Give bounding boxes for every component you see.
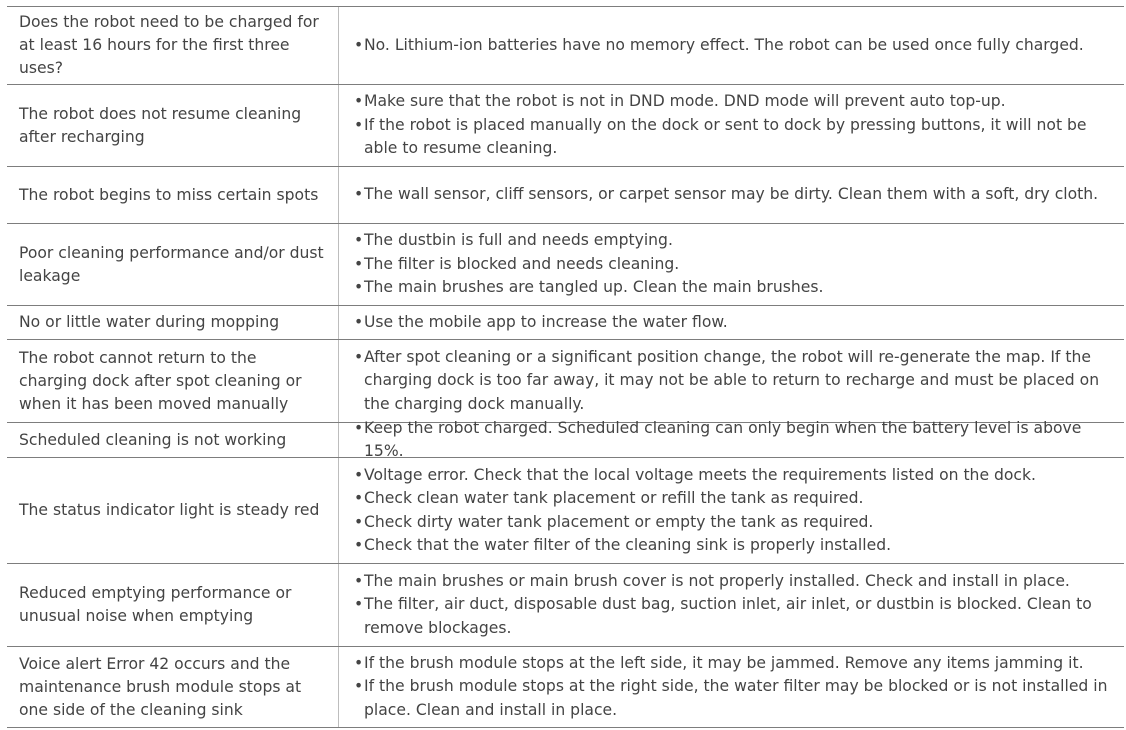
problem-text: The robot begins to miss certain spots <box>19 185 319 204</box>
solution-item <box>354 417 1116 464</box>
table-row <box>7 457 1124 563</box>
solution-item <box>354 511 1116 535</box>
solution-item <box>354 464 1116 488</box>
solution-text: The main brushes are tangled up. Clean the main brushes. <box>364 278 824 297</box>
problem-cell <box>7 167 339 223</box>
bullet-icon: • <box>354 278 364 297</box>
solution-item <box>354 570 1116 594</box>
problem-text: Scheduled cleaning is not working <box>19 430 287 449</box>
problem-text: Voice alert Error 42 occurs and the maintenance brush module stops at one side of the cleaning sink <box>19 654 302 719</box>
problem-cell <box>7 224 339 305</box>
solution-cell <box>339 458 1124 563</box>
solution-item <box>354 311 1116 335</box>
bullet-icon: • <box>354 254 364 273</box>
problem-cell <box>7 458 339 563</box>
solution-text: The wall sensor, cliff sensors, or carpet sensor may be dirty. Clean them with a soft, dry cloth. <box>364 185 1099 204</box>
table-row <box>7 563 1124 646</box>
solution-cell <box>339 418 1124 460</box>
solution-item <box>354 534 1116 558</box>
problem-text: Does the robot need to be charged for at least 16 hours for the first three uses? <box>19 13 319 77</box>
solution-text: If the brush module stops at the right side, the water filter may be blocked or is not installed in place. Clean and install in place. <box>364 677 1108 719</box>
bullet-icon: • <box>354 512 364 531</box>
problem-cell <box>7 647 339 727</box>
problem-cell <box>7 564 339 646</box>
problem-text: Reduced emptying performance or unusual noise when emptying <box>19 584 292 625</box>
solution-item <box>354 675 1116 722</box>
solution-item <box>354 652 1116 676</box>
problem-text: The status indicator light is steady red <box>19 501 320 519</box>
problem-text: The robot cannot return to the charging dock after spot cleaning or when it has been moved manually <box>19 348 302 413</box>
solution-text: If the brush module stops at the left side, it may be jammed. Remove any items jamming it. <box>364 653 1084 672</box>
solution-cell <box>339 7 1124 84</box>
bullet-icon: • <box>354 595 364 614</box>
problem-cell <box>7 423 339 457</box>
solution-item <box>354 34 1116 58</box>
bullet-icon: • <box>354 677 364 696</box>
table-row <box>7 166 1124 223</box>
solution-item <box>354 487 1116 511</box>
table-row <box>7 223 1124 305</box>
bullet-icon: • <box>354 571 364 590</box>
solution-item <box>354 183 1116 207</box>
bullet-icon: • <box>354 185 364 204</box>
bullet-icon: • <box>354 231 364 250</box>
solution-text: Keep the robot charged. Scheduled cleaning can only begin when the battery level is above 15%. <box>364 418 1082 460</box>
bullet-icon: • <box>354 312 364 331</box>
solution-item <box>354 253 1116 277</box>
solution-cell <box>339 306 1124 339</box>
bullet-icon: • <box>354 92 364 111</box>
problem-cell <box>7 306 339 339</box>
bullet-icon: • <box>354 536 364 554</box>
problem-text: The robot does not resume cleaning after recharging <box>19 104 302 146</box>
solution-text: The main brushes or main brush cover is not properly installed. Check and install in place. <box>364 571 1070 590</box>
solution-cell <box>339 224 1124 305</box>
bullet-icon: • <box>354 653 364 672</box>
bullet-icon: • <box>354 115 364 134</box>
solution-text: Check dirty water tank placement or empty the tank as required. <box>364 512 874 531</box>
problem-cell <box>7 85 339 166</box>
solution-cell <box>339 167 1124 223</box>
bullet-icon: • <box>354 489 364 507</box>
solution-item <box>354 90 1116 114</box>
bullet-icon: • <box>354 35 364 54</box>
table-row <box>7 6 1124 84</box>
solution-cell <box>339 85 1124 166</box>
table-row <box>7 418 1124 460</box>
solution-item <box>354 593 1116 640</box>
bullet-icon: • <box>354 465 364 484</box>
problem-text: Poor cleaning performance and/or dust leakage <box>19 243 324 285</box>
solution-text: The dustbin is full and needs emptying. <box>364 231 673 250</box>
solution-item <box>354 229 1116 253</box>
table-row <box>7 339 1124 422</box>
bullet-icon: • <box>354 418 364 437</box>
solution-cell <box>339 564 1124 646</box>
solution-text: Voltage error. Check that the local voltage meets the requirements listed on the dock. <box>364 465 1036 484</box>
solution-text: Make sure that the robot is not in DND mode. DND mode will prevent auto top-up. <box>364 92 1006 111</box>
problem-cell <box>7 340 339 422</box>
solution-text: If the robot is placed manually on the dock or sent to dock by pressing buttons, it will not be able to resume cleaning. <box>364 115 1087 158</box>
solution-item <box>354 114 1116 161</box>
problem-text: No or little water during mopping <box>19 313 280 331</box>
troubleshooting-table <box>7 6 1124 728</box>
solution-text: Check that the water filter of the cleaning sink is properly installed. <box>364 536 892 554</box>
solution-cell <box>339 647 1124 727</box>
solution-text: Use the mobile app to increase the water flow. <box>364 312 728 331</box>
solution-item <box>354 346 1116 417</box>
solution-text: No. Lithium-ion batteries have no memory effect. The robot can be used once fully charged. <box>364 35 1084 54</box>
solution-text: After spot cleaning or a significant position change, the robot will re-generate the map. If the charging dock is too far away, it may not be able to return to recharge and must be placed on the charging dock manually. <box>364 347 1100 413</box>
bullet-icon: • <box>354 347 364 366</box>
solution-text: The filter, air duct, disposable dust bag, suction inlet, air inlet, or dustbin is blocked. Clean to remove blockages. <box>364 595 1092 637</box>
table-row <box>7 646 1124 728</box>
solution-cell <box>339 340 1124 422</box>
table-row <box>7 305 1124 339</box>
solution-text: The filter is blocked and needs cleaning. <box>364 254 680 273</box>
problem-cell <box>7 7 339 84</box>
solution-item <box>354 276 1116 300</box>
solution-text: Check clean water tank placement or refill the tank as required. <box>364 489 864 507</box>
table-row <box>7 84 1124 166</box>
